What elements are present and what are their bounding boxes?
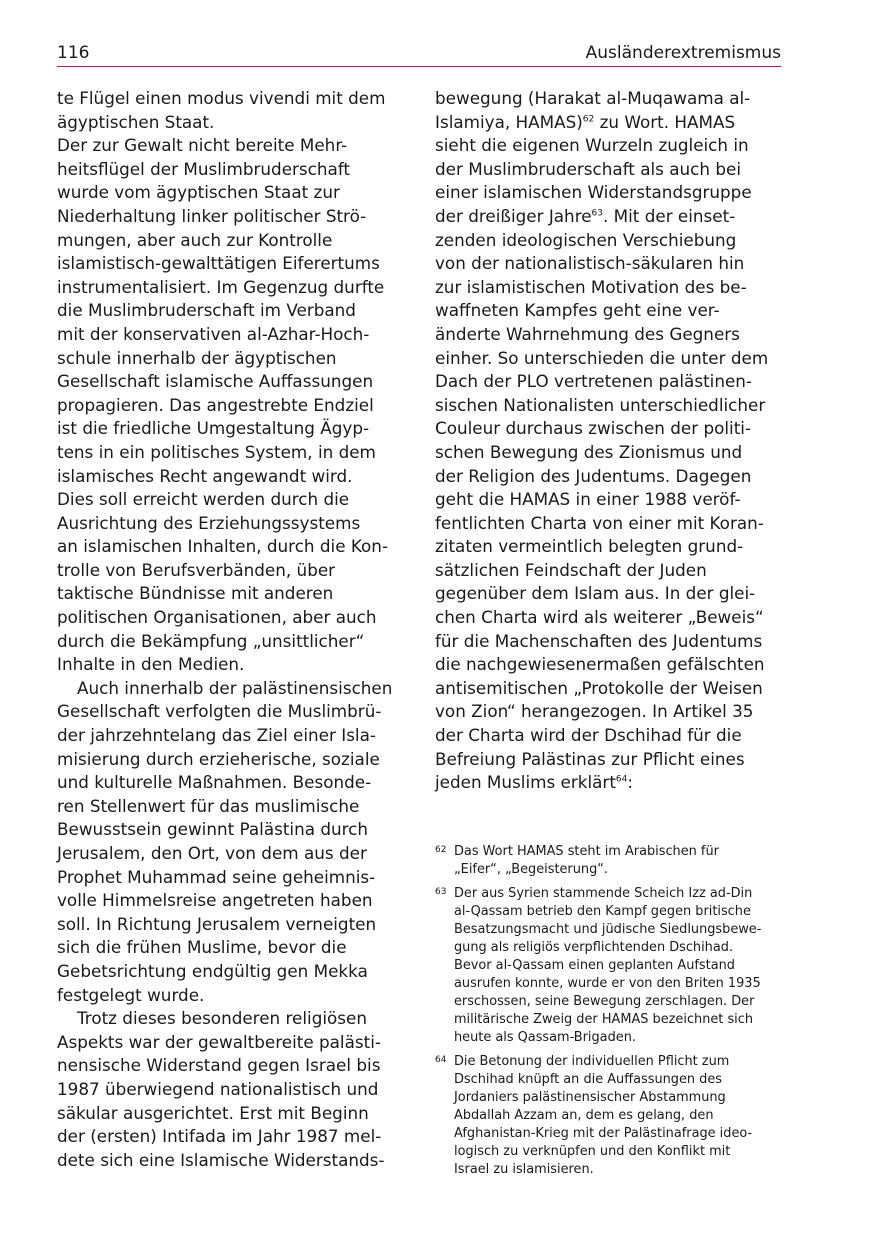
text-line: Niederhaltung linker politischer Strö-: [57, 205, 367, 226]
text-line: mit der konservativen al-Azhar-Hoch-: [57, 323, 370, 344]
text-line: antisemitischen „Protokolle der Weisen: [435, 677, 763, 698]
footnote-line: militärische Zweig der HAMAS bezeichnet sich: [454, 1012, 754, 1027]
footnotes: [435, 843, 785, 1185]
text-line: zenden ideologischen Verschiebung: [435, 229, 737, 250]
text-line: politischen Organisationen, aber auch: [57, 607, 377, 628]
footnote-line: Afghanistan-Krieg mit der Palästinafrage ideo-: [454, 1126, 753, 1141]
text-line: schule innerhalb der ägyptischen: [57, 347, 337, 368]
footnote-line: Die Betonung der individuellen Pflicht zum: [454, 1054, 730, 1069]
text-line: säkular ausgerichtet. Erst mit Beginn: [57, 1102, 369, 1123]
text-line: tens in ein politisches System, in dem: [57, 441, 376, 462]
text-line: Prophet Muhammad seine geheimnis-: [57, 866, 376, 887]
text-line: festgelegt wurde.: [57, 984, 205, 1005]
text-line: einer islamischen Widerstandsgruppe: [435, 182, 752, 203]
page-header: [57, 42, 781, 67]
text-line: die Muslimbruderschaft im Verband: [57, 300, 356, 321]
text-line: wurde vom ägyptischen Staat zur: [57, 182, 340, 203]
text-line: instrumentalisiert. Im Gegenzug durfte: [57, 276, 385, 297]
footnote-line: Der aus Syrien stammende Scheich Izz ad-Din: [454, 886, 753, 901]
text-line: waffneten Kampfes geht eine ver-: [435, 300, 720, 321]
text-line: dete sich eine Islamische Widerstands-: [57, 1149, 385, 1170]
text-line: zitaten vermeintlich belegten grund-: [435, 536, 744, 557]
text-line: 1987 überwiegend nationalistisch und: [57, 1078, 379, 1099]
text-line: islamistisch-gewalttätigen Eiferertums: [57, 253, 380, 274]
text-line: sieht die eigenen Wurzeln zugleich in: [435, 135, 749, 156]
text-line: trolle von Berufsverbänden, über: [57, 559, 336, 580]
text-line: änderte Wahrnehmung des Gegners: [435, 323, 740, 344]
text-line: und kulturelle Maßnahmen. Besonde-: [57, 772, 372, 793]
text-line: mungen, aber auch zur Kontrolle: [57, 229, 333, 250]
text-line: für die Machenschaften des Judentums: [435, 630, 763, 651]
text-line: Gesellschaft islamische Auffassungen: [57, 371, 374, 392]
text-line: propagieren. Das angestrebte Endziel: [57, 394, 374, 415]
text-line: heitsflügel der Muslimbruderschaft: [57, 158, 351, 179]
footnote: [435, 1053, 785, 1179]
footnote-line: heute als Qassam-Brigaden.: [454, 1030, 636, 1045]
text-line: te Flügel einen modus vivendi mit dem: [57, 88, 386, 108]
text-line: Befreiung Palästinas zur Pflicht eines: [435, 748, 745, 769]
text-line: zur islamistischen Motivation des be-: [435, 276, 747, 297]
text-line: Der zur Gewalt nicht bereite Mehr-: [57, 135, 348, 156]
text-line: schen Bewegung des Zionismus und: [435, 441, 743, 462]
text-line: ägyptischen Staat.: [57, 111, 215, 132]
text-line: Ausrichtung des Erziehungssystems: [57, 512, 361, 533]
text-line: der Muslimbruderschaft als auch bei: [435, 158, 741, 179]
footnote-line: Israel zu islamisieren.: [454, 1162, 594, 1177]
text-line: volle Himmelsreise angetreten haben: [57, 890, 373, 911]
page-number: 116: [57, 43, 90, 63]
text-line: der (ersten) Intifada im Jahr 1987 mel-: [57, 1126, 382, 1147]
text-line: gegenüber dem Islam aus. In der glei-: [435, 583, 756, 604]
footnote-line: Jordaniers palästinensischer Abstammung: [454, 1090, 726, 1105]
text-line: die nachgewiesenermaßen gefälschten: [435, 654, 765, 675]
text-line: jeden Muslims erklärt$^{64}$:: [435, 772, 634, 793]
text-line: nensische Widerstand gegen Israel bis: [57, 1055, 381, 1076]
text-line: islamisches Recht angewandt wird.: [57, 465, 353, 486]
footnote-number: 62: [435, 845, 447, 855]
footnote-line: „Eifer“, „Begeisterung“.: [454, 862, 609, 877]
text-line: chen Charta wird als weiterer „Beweis“: [435, 607, 764, 628]
text-line: misierung durch erzieherische, soziale: [57, 748, 380, 769]
text-line: der Religion des Judentums. Dagegen: [435, 465, 752, 486]
text-line: Islamiya, HAMAS)$^{62}$ zu Wort. HAMAS: [435, 111, 736, 132]
footnote-line: Dschihad knüpft an die Auffassungen des: [454, 1072, 722, 1087]
footnote-marker: 64: [615, 774, 628, 785]
text-line: Gesellschaft verfolgten die Muslimbrü-: [57, 701, 382, 722]
text-line: bewegung (Harakat al-Muqawama al-: [435, 88, 751, 108]
footnote-line: Abdallah Azzam an, dem es gelang, den: [454, 1108, 714, 1123]
text-line: Trotz dieses besonderen religiösen: [77, 1008, 367, 1029]
text-line: sätzlichen Feindschaft der Juden: [435, 559, 707, 580]
footnote: [435, 843, 785, 879]
text-line: Inhalte in den Medien.: [57, 654, 245, 675]
text-line: geht die HAMAS in einer 1988 veröf-: [435, 489, 741, 510]
text-line: durch die Bekämpfung „unsittlicher“: [57, 630, 365, 651]
text-line: Jerusalem, den Ort, von dem aus der: [57, 843, 367, 863]
text-line: Dach der PLO vertretenen palästinen-: [435, 371, 752, 392]
footnote-number: 64: [435, 1055, 447, 1065]
text-line: sich die frühen Muslime, bevor die: [57, 937, 347, 958]
footnote-number: 63: [435, 887, 447, 897]
right-text-column: [435, 87, 785, 795]
footnote-line: erschossen, seine Bewegung zerschlagen. Der: [454, 994, 755, 1009]
footnote-line: Das Wort HAMAS steht im Arabischen für: [454, 844, 719, 859]
footnote: [435, 885, 785, 1047]
text-line: Gebetsrichtung endgültig gen Mekka: [57, 960, 368, 981]
left-text-column: [57, 87, 407, 1172]
text-line: soll. In Richtung Jerusalem verneigten: [57, 913, 377, 934]
footnote-line: ausrufen konnte, wurde er von den Briten 1935: [454, 976, 761, 991]
text-line: taktische Bündnisse mit anderen: [57, 583, 334, 604]
text-line: der dreißiger Jahre$^{63}$. Mit der einset-: [435, 205, 736, 226]
text-line: an islamischen Inhalten, durch die Kon-: [57, 536, 389, 557]
text-line: sischen Nationalisten unterschiedlicher: [435, 394, 766, 415]
text-line: Aspekts war der gewaltbereite palästi-: [57, 1031, 381, 1052]
footnote-line: gung als religiös verpflichtenden Dschihad.: [454, 940, 734, 955]
text-line: ren Stellenwert für das muslimische: [57, 795, 360, 816]
text-line: der Charta wird der Dschihad für die: [435, 725, 742, 746]
text-line: einher. So unterschieden die unter dem: [435, 347, 769, 368]
text-line: von Zion“ herangezogen. In Artikel 35: [435, 701, 754, 722]
footnote-line: Bevor al-Qassam einen geplanten Aufstand: [454, 958, 735, 973]
text-line: ist die friedliche Umgestaltung Ägyp-: [57, 418, 370, 439]
text-line: der jahrzehntelang das Ziel einer Isla-: [57, 725, 376, 746]
footnote-line: Besatzungsmacht und jüdische Siedlungsbewe-: [454, 922, 762, 937]
text-line: fentlichten Charta von einer mit Koran-: [435, 512, 764, 533]
text-line: Dies soll erreicht werden durch die: [57, 489, 350, 510]
text-line: Auch innerhalb der palästinensischen: [77, 677, 393, 698]
footnote-marker: 63: [591, 208, 603, 219]
text-line: Bewusstsein gewinnt Palästina durch: [57, 819, 369, 840]
text-line: Couleur durchaus zwischen der politi-: [435, 418, 752, 439]
running-head: Ausländerextremismus: [585, 43, 781, 63]
footnote-line: al-Qassam betrieb den Kampf gegen britische: [454, 904, 751, 919]
footnote-marker: 62: [582, 114, 595, 124]
footnote-line: logisch zu verknüpfen und den Konflikt mit: [454, 1144, 731, 1159]
text-line: von der nationalistisch-säkularen hin: [435, 253, 745, 274]
